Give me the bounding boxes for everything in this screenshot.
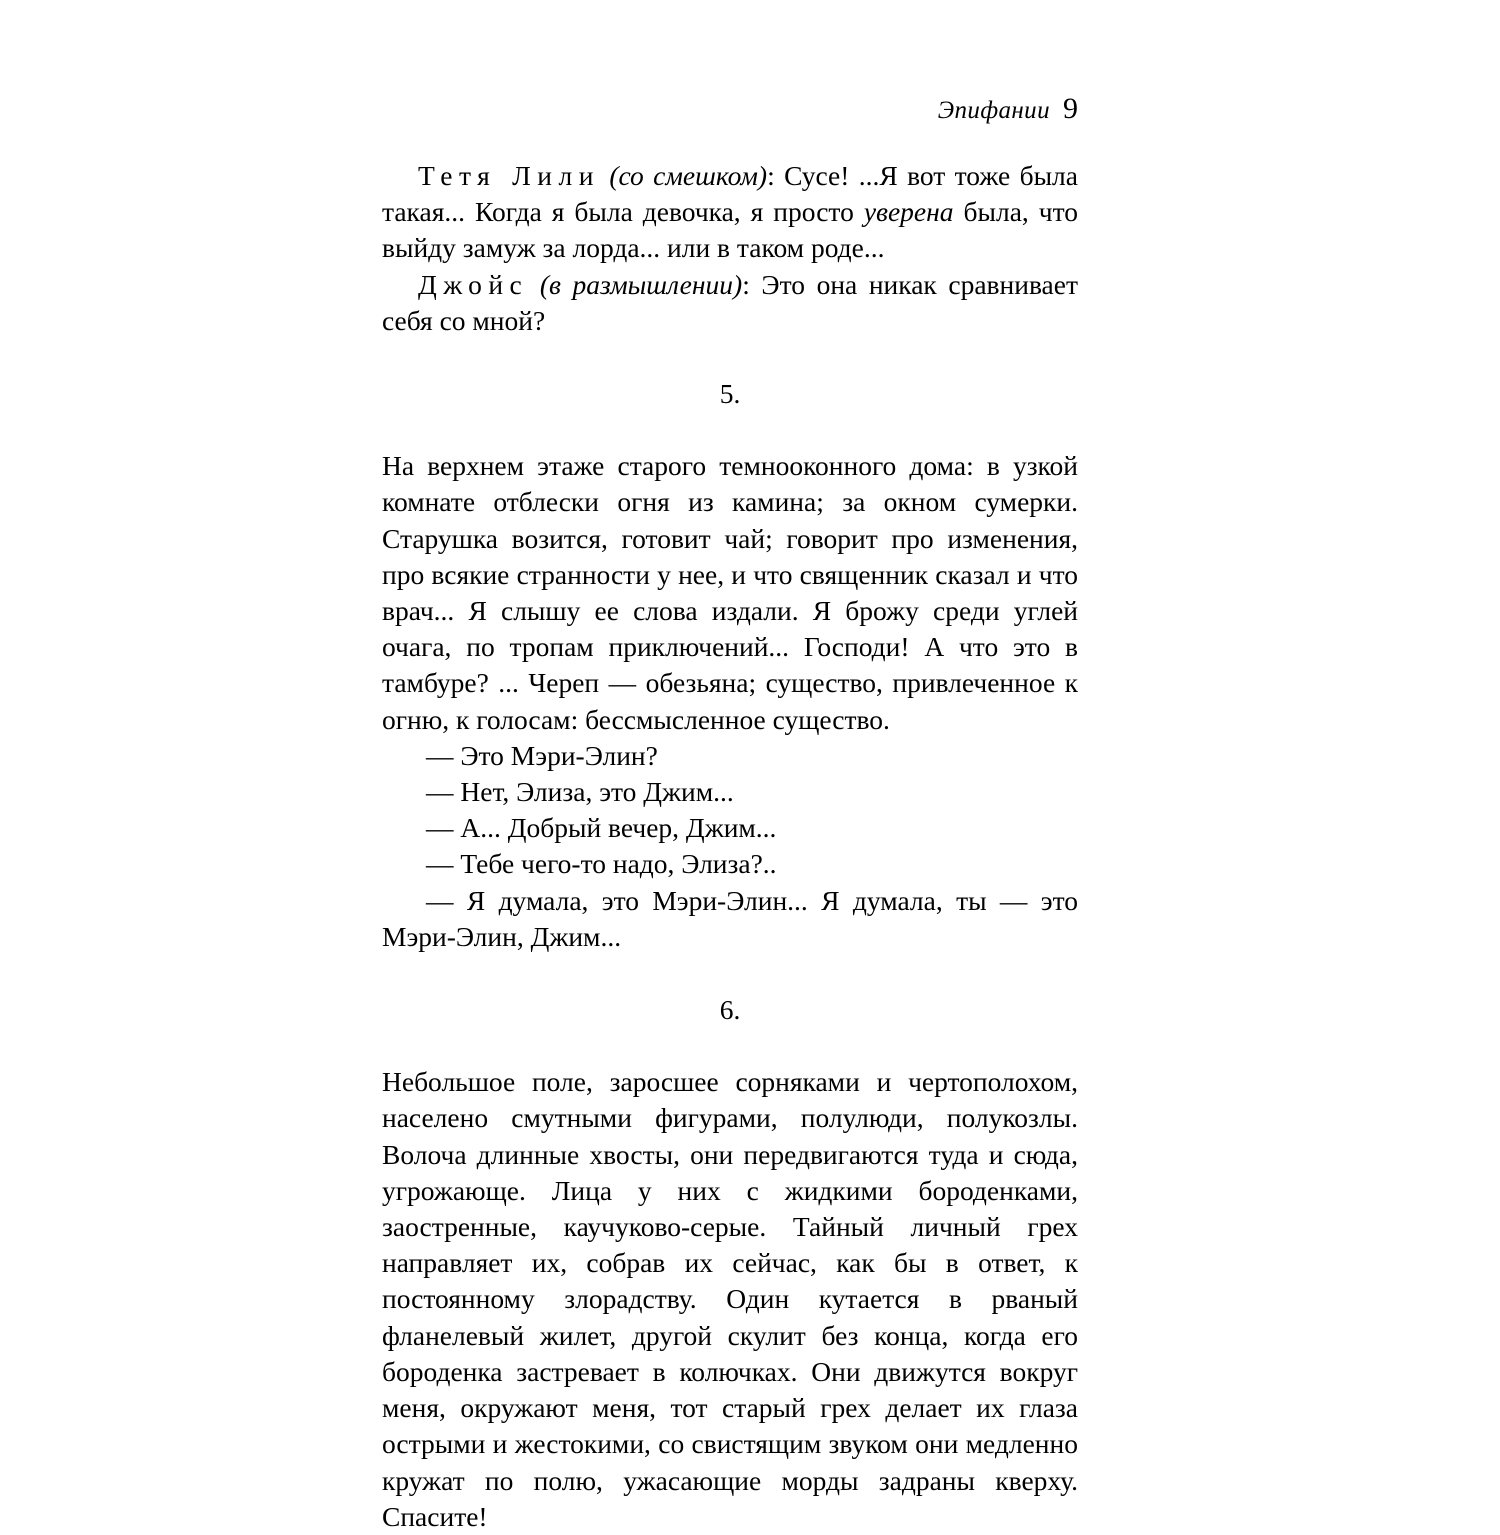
speech-line-1: — Это Мэри-Элин? bbox=[426, 739, 658, 771]
narrative-paragraph-5: На верхнем этаже старого темнооконного дома: в узкой комнате отблески огня из камина; за окном сумерки. Старушка возится, готовит чай; говорит про изменения, про всякие странности у нее, и что священник сказал и что врач... Я слышу ее слова издали. Я брожу среди углей очага, по тропам приключений... Господи! А что это в тамбуре? ... Череп — обезьяна; существо, привлеченное к огню, к голосам: бессмысленное существо. bbox=[382, 450, 1078, 735]
dialogue-text-aunt-lily-tail: была, что выйду замуж за лорда... или в таком роде... bbox=[382, 196, 1078, 264]
main-text-block bbox=[382, 158, 1078, 1535]
speech-line-3: — А... Добрый вечер, Джим... bbox=[426, 812, 777, 844]
stage-direction-aunt-lily: (со смешком) bbox=[609, 160, 768, 191]
section-number-6: 6. bbox=[719, 994, 741, 1026]
page-number: 9 bbox=[1063, 92, 1078, 125]
narrative-paragraph-6: Небольшое поле, заросшее сорняками и чертополохом, населено смутными фигурами, полулюди, полукозлы. Волоча длинные хвосты, они передвигаются туда и сюда, угрожающе. Лица у них с жидкими бороденками, заостренные, каучуково-серые. Тайный личный грех направляет их, собрав их сейчас, как бы в ответ, к постоянному злорадству. Один кутается в рваный фланелевый жилет, другой скулит без конца, когда его бороденка застревает в колючках. Они движутся вокруг меня, окружают меня, тот старый грех делает их глаза острыми и жестокими, со свистящим звуком они медленно кружат по полю, ужасающие морды задраны кверху. Спасите! bbox=[382, 1066, 1078, 1532]
emphasis-uverena: уверена bbox=[863, 196, 954, 228]
running-head-title: Эпифании bbox=[937, 97, 1050, 124]
dialogue-paragraph-aunt-lily bbox=[382, 158, 1078, 267]
section-number-5: 5. bbox=[719, 378, 741, 410]
speech-line-2: — Нет, Элиза, это Джим... bbox=[426, 776, 734, 808]
speech-line-4: — Тебе чего-то надо, Элиза?.. bbox=[426, 848, 777, 880]
speaker-name-aunt-lily: Тетя Лили bbox=[418, 160, 600, 191]
running-head bbox=[382, 94, 1078, 124]
spacer-before-section-6 bbox=[382, 955, 1078, 992]
speech-line-5: — Я думала, это Мэри-Элин... Я думала, ты — это Мэри-Элин, Джим... bbox=[382, 884, 1078, 952]
dialogue-text-aunt-lily-head: : Сусе! ...Я вот тоже была такая... Когда я была девочка, я просто bbox=[382, 160, 1078, 228]
spacer-after-section-5 bbox=[382, 412, 1078, 448]
dialogue-paragraph-joyce bbox=[382, 267, 1078, 339]
dialogue-text-joyce: : Это она никак сравнивает себя со мной? bbox=[382, 268, 1078, 336]
speaker-name-joyce: Джойс bbox=[418, 268, 529, 300]
spacer-before-section-5 bbox=[382, 339, 1078, 376]
spacer-after-section-6 bbox=[382, 1028, 1078, 1064]
stage-direction-joyce: (в размышлении) bbox=[539, 268, 743, 300]
